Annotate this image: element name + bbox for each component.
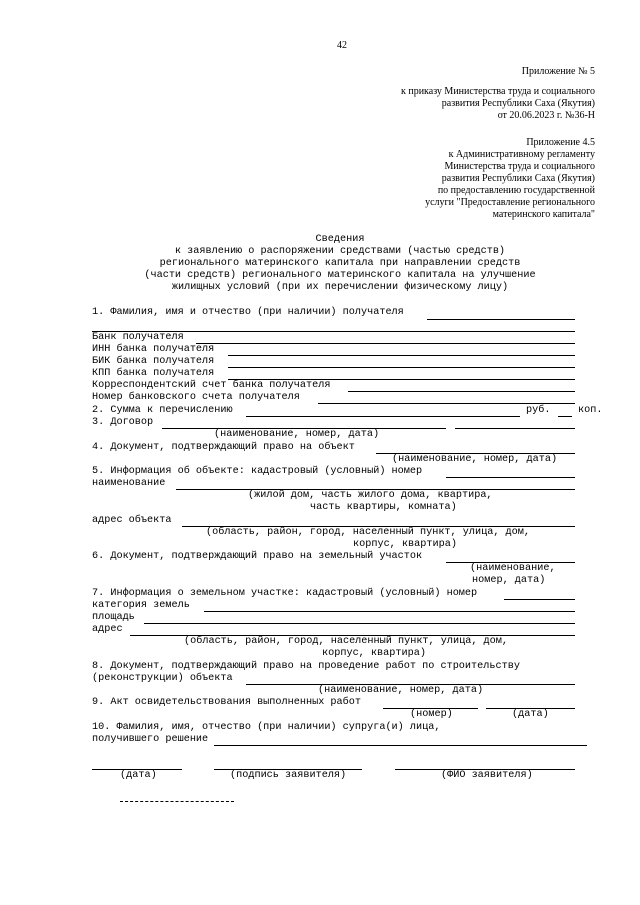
regulation-line: Министерства труда и социального [444, 161, 595, 172]
act-number-hint: (номер) [410, 709, 453, 720]
land-category-line[interactable] [204, 611, 575, 612]
contract-hint: (наименование, номер, дата) [214, 429, 380, 440]
kpp-label: КПП банка получателя [92, 368, 215, 379]
land-info-label: 7. Информация о земельном участке: кадастровый (условный) номер [92, 588, 478, 599]
land-address-hint: (область, район, город, населенный пункт, улица, дом, [184, 636, 509, 647]
inn-line[interactable] [228, 355, 575, 356]
order-line: от 20.06.2023 г. №36-Н [497, 110, 595, 121]
account-line[interactable] [318, 403, 575, 404]
object-name-label: наименование [92, 478, 166, 489]
account-label: Номер банковского счета получателя [92, 392, 300, 403]
sum-label: 2. Сумма к перечислению [92, 405, 233, 416]
construction-doc-label: 8. Документ, подтверждающий право на проведение работ по строительству [92, 661, 520, 672]
land-cadastral-line[interactable] [504, 599, 575, 600]
inn-label: ИНН банка получателя [92, 344, 215, 355]
contract-label: 3. Договор [92, 417, 154, 428]
rub-label: руб. [526, 405, 551, 416]
corr-account-line[interactable] [348, 391, 575, 392]
object-address-label: адрес объекта [92, 515, 172, 526]
spouse-label: 10. Фамилия, имя, отчество (при наличии) супруга(и) лица, [92, 722, 441, 733]
land-address-label: адрес [92, 624, 123, 635]
title-line: жилищных условий (при их перечислении физическому лицу) [171, 282, 509, 293]
act-date-hint: (дата) [512, 709, 549, 720]
regulation-line: материнского капитала" [492, 209, 595, 220]
object-info-label: 5. Информация об объекте: кадастровый (условный) номер [92, 466, 423, 477]
land-address-hint: корпус, квартира) [322, 648, 426, 659]
object-name-hint: (жилой дом, часть жилого дома, квартира, [248, 490, 493, 501]
land-doc-hint: номер, дата) [472, 575, 546, 586]
spouse-label-2: получившего решение [92, 734, 209, 745]
construction-doc-label-2: (реконструкции) объекта [92, 673, 233, 684]
fio-caption: (ФИО заявителя) [441, 770, 533, 781]
corr-account-label: Корреспондентский счет банка получателя [92, 380, 331, 391]
bik-label: БИК банка получателя [92, 356, 215, 367]
land-doc-label: 6. Документ, подтверждающий право на земельный участок [92, 551, 423, 562]
object-address-hint: (область, район, город, населенный пункт, улица, дом, [206, 527, 531, 538]
cadastral-number-line[interactable] [446, 477, 575, 478]
title-line: (части средств) регионального материнского капитала на улучшение [144, 270, 536, 281]
regulation-line: по предоставлению государственной [437, 185, 595, 196]
object-name-hint: часть квартиры, комната) [310, 502, 457, 513]
land-area-line[interactable] [144, 623, 575, 624]
date-caption: (дата) [120, 770, 157, 781]
construction-doc-hint: (наименование, номер, дата) [318, 685, 484, 696]
regulation-line: к Административному регламенту [448, 149, 595, 160]
recipient-name-line[interactable] [427, 319, 575, 320]
bank-label: Банк получателя [92, 332, 184, 343]
field-recipient-label: 1. Фамилия, имя и отчество (при наличии) получателя [92, 307, 404, 318]
order-line: к приказу Министерства труда и социального [400, 86, 595, 97]
page-number: 42 [337, 40, 347, 51]
footnote-separator [120, 801, 234, 802]
land-area-label: площадь [92, 612, 135, 623]
order-line: развития Республики Саха (Якутия) [441, 98, 595, 109]
land-doc-hint: (наименование, [470, 563, 556, 574]
regulation-line: услуги "Предоставление регионального [425, 197, 595, 208]
signature-caption: (подпись заявителя) [230, 770, 347, 781]
object-doc-hint: (наименование, номер, дата) [392, 454, 558, 465]
title-line: Сведения [315, 234, 365, 245]
kop-label: коп. [578, 405, 603, 416]
appendix2-title: Приложение 4.5 [526, 137, 595, 148]
spouse-line[interactable] [214, 745, 587, 746]
act-label: 9. Акт освидетельствования выполненных работ [92, 697, 361, 708]
bik-line[interactable] [228, 367, 575, 368]
object-address-hint: корпус, квартира) [353, 539, 457, 550]
kop-line[interactable] [558, 416, 572, 417]
bank-line[interactable] [196, 343, 575, 344]
regulation-line: развития Республики Саха (Якутия) [441, 173, 595, 184]
title-line: к заявлению о распоряжении средствами (частью средств) [174, 246, 506, 257]
sum-line[interactable] [246, 416, 520, 417]
contract-line-2[interactable] [455, 428, 575, 429]
title-line: регионального материнского капитала при направлении средств [159, 258, 521, 269]
appendix-title: Приложение № 5 [521, 66, 595, 77]
object-doc-label: 4. Документ, подтверждающий право на объект [92, 442, 355, 453]
land-category-label: категория земель [92, 600, 190, 611]
